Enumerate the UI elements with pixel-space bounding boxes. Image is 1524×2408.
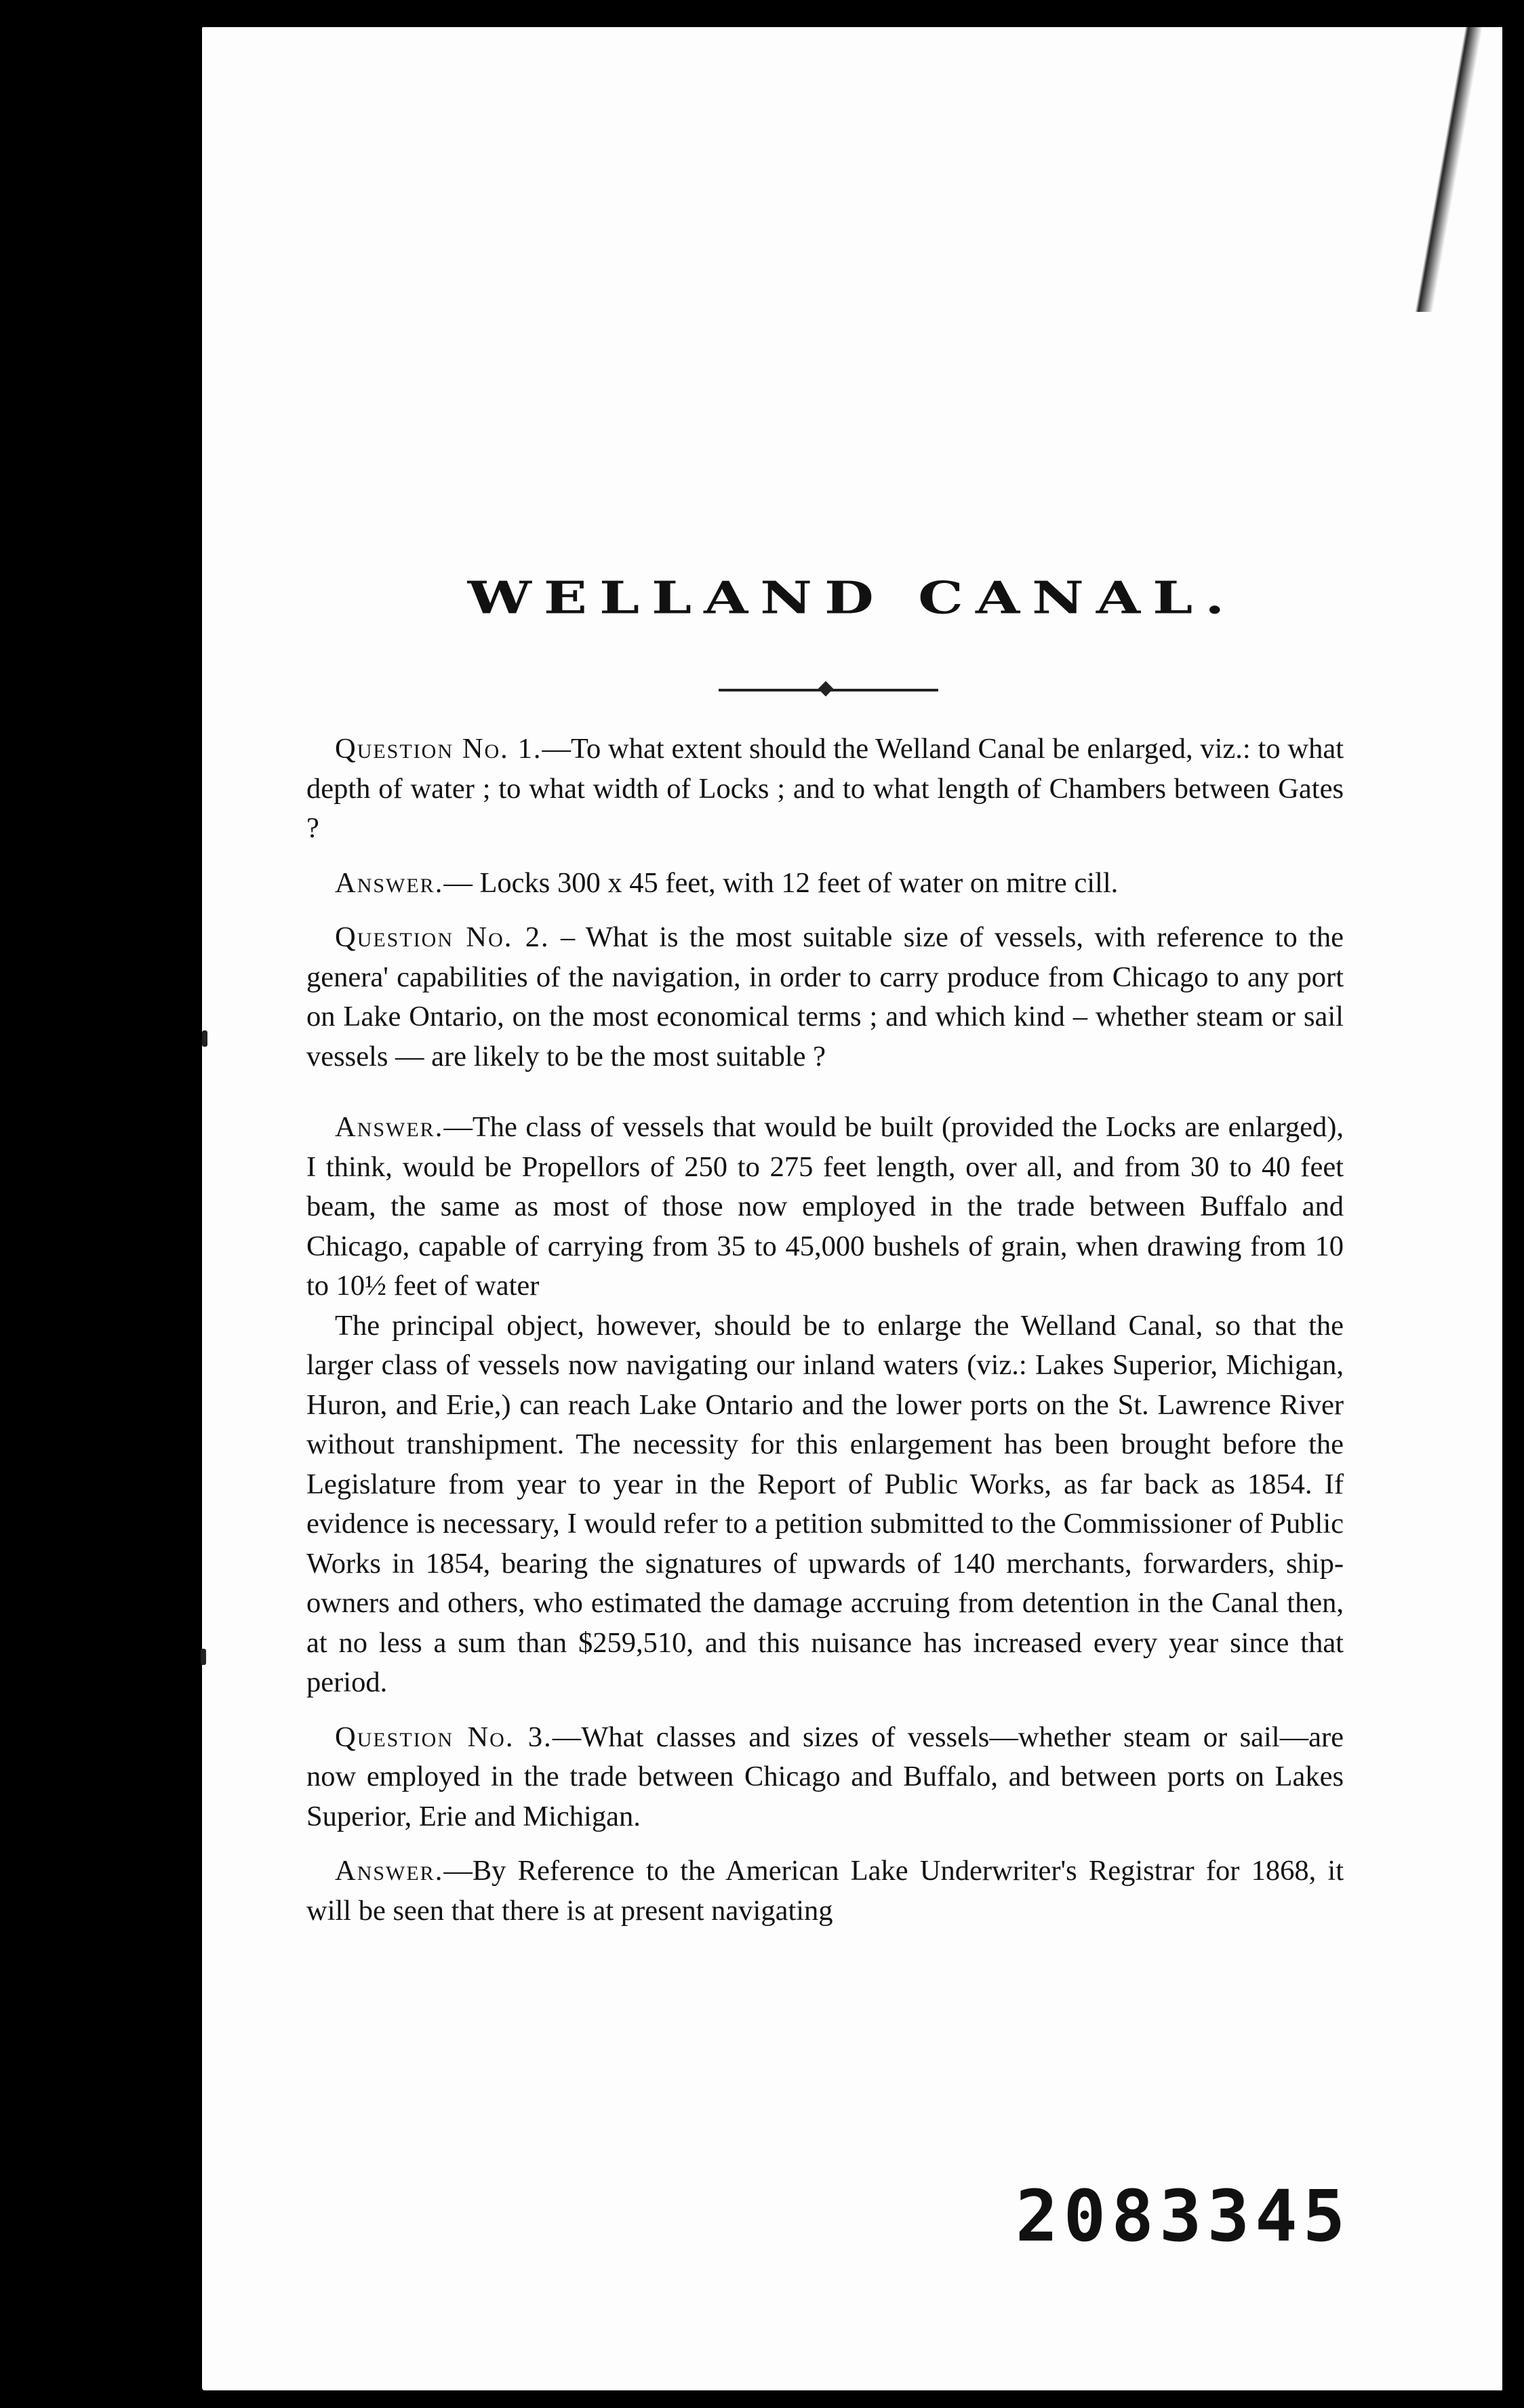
serial-number: 2083345 xyxy=(1016,2175,1351,2258)
answer-2 xyxy=(306,1108,1344,1306)
document-page xyxy=(202,27,1502,2390)
answer-1-text: — Locks 300 x 45 feet, with 12 feet of water on mitre cill. xyxy=(443,866,1119,899)
document-title: WELLAND CANAL. xyxy=(467,571,1237,624)
question-3-text: —What classes and sizes of vessels—whether steam or sail—are now employed in the trade between Chicago and Buffalo, and between ports on Lakes Superior, Erie and Michigan. xyxy=(306,1721,1344,1832)
answer-2-continued-text: The principal object, however, should be to enlarge the Welland Canal, so that the larger class of vessels now navigating our inland waters (viz.: Lakes Superior, Michigan, Huron, and Erie,) can reach Lake Ontario and the lower ports on the St. Lawrence River without transhipment. The necessity for this enlargement has been brought before the Legislature from year to year in the Report of Public Works, as far back as 1854. If evidence is necessary, I would refer to a petition submitted to the Commissioner of Public Works in 1854, bearing the signatures of upwards of 140 merchants, forwarders, ship-owners and others, who estimated the damage accruing from detention in the Canal then, at no less a sum than $259,510, and this nuisance has increased every year since that period. xyxy=(306,1309,1344,1698)
title-divider-ornament xyxy=(818,681,834,697)
margin-mark xyxy=(201,1649,206,1665)
answer-1-lead: Answer. xyxy=(335,866,444,899)
question-3-lead: Question No. 3. xyxy=(335,1721,553,1753)
answer-3-lead: Answer. xyxy=(335,1855,444,1887)
answer-3-text: —By Reference to the American Lake Underwriter's Registrar for 1868, it will be seen that there is at present navigating xyxy=(306,1855,1344,1927)
question-3 xyxy=(306,1718,1344,1837)
question-1 xyxy=(306,729,1344,849)
question-1-lead: Question No. 1. xyxy=(335,733,542,765)
answer-3 xyxy=(306,1851,1344,1931)
document-body xyxy=(306,729,1344,1931)
answer-1 xyxy=(306,864,1344,904)
question-2-lead: Question No. 2. xyxy=(335,921,550,953)
page-corner-shadow xyxy=(1394,27,1502,312)
margin-mark xyxy=(202,1030,207,1047)
answer-2-continued xyxy=(306,1306,1344,1703)
answer-2-lead: Answer. xyxy=(335,1111,444,1143)
question-2 xyxy=(306,918,1344,1077)
question-2-text: – What is the most suitable size of vessels, with reference to the genera' capabilities of the navigation, in order to carry produce from Chicago to any port on Lake Ontario, on the most economical terms ; and which kind – whether steam or sail vessels — are likely to be the most suitable ? xyxy=(306,921,1344,1072)
question-1-text: —To what extent should the Welland Canal be enlarged, viz.: to what depth of water ; to what width of Locks ; and to what length of Chambers between Gates ? xyxy=(306,733,1344,844)
answer-2-text: —The class of vessels that would be built (provided the Locks are enlarged), I think, would be Propellors of 250 to 275 feet length, over all, and from 30 to 40 feet beam, the same as most of those now employed in the trade between Buffalo and Chicago, capable of carrying from 35 to 45,000 bushels of grain, when drawing from 10 to 10½ feet of water xyxy=(306,1111,1344,1302)
